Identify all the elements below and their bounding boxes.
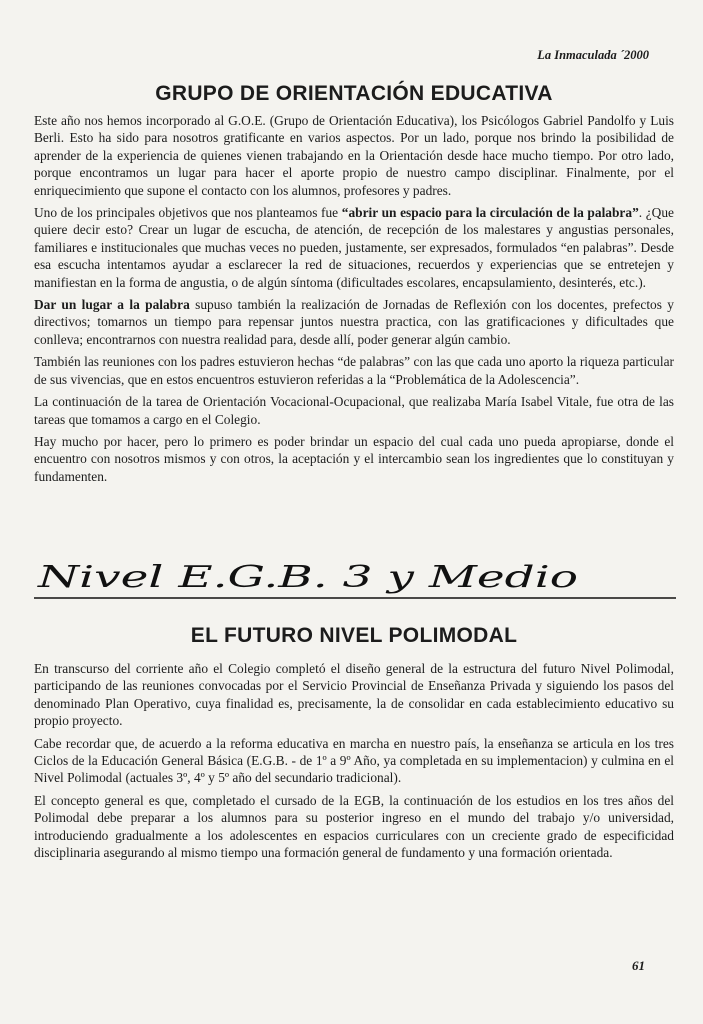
paragraph-text: . ¿Que quiere decir esto? Crear un lugar de escucha, de atención, de recepción de los malestares y angustias personales, familiares e institucionales que muchas veces no pueden, justamente, ser expresados, formulados “en palabras”. Desde esa escucha intentamos ayudar a esclarecer la red de situaciones, recuerdos y experiencias que se entretejen y manifiestan en la forma de angustia, o de algún síntoma (dificultades escolares, encapsulamiento, desinterés, etc.). (34, 205, 674, 290)
section-title-orientacion: GRUPO DE ORIENTACIÓN EDUCATIVA (155, 82, 553, 105)
paragraph: Cabe recordar que, de acuerdo a la reforma educativa en marcha en nuestro país, la enseñanza se articula en los tres Ciclos de la Educación General Básica (E.G.B. - de 1º a 9º Año, ya completada en su implementacion) y culmina en el Nivel Polimodal (actuales 3º, 4º y 5º año del secundario tradicional). (34, 735, 674, 786)
paragraph: La continuación de la tarea de Orientación Vocacional-Ocupacional, que realizaba María Isabel Vitale, fue otra de las tareas que tomamos a cargo en el Colegio. (34, 394, 674, 427)
section-body-orientacion (34, 112, 674, 490)
page-number: 61 (632, 958, 645, 973)
script-heading-banner (34, 560, 676, 604)
paragraph: Este año nos hemos incorporado al G.O.E. (Grupo de Orientación Educativa), los Psicólogos Gabriel Pandolfo y Luis Berli. Esto ha sido para nosotros gratificante en varios aspectos. Por un lado, porque nos brindo la posibilidad de aprender de la experiencia de quienes vienen trabajando en la Orientación desde hace mucho tiempo. Por otro lado, porque encontramos un lugar para hacer el aporte propio de nuestro campo disciplinar. Finalmente, por el enriquecimiento que supone el contacto con los alumnos, profesores y padres. (34, 113, 674, 198)
paragraph: En transcurso del corriente año el Colegio completó el diseño general de la estructura del futuro Nivel Polimodal, participando de las reuniones convocadas por el Servicio Provincial de Enseñanza Privada y siguiendo los pasos del denominado Plan Operativo, cuya finalidad es, precisamente, la de consolidar en cada establecimiento educativo su propio proyecto. (34, 661, 674, 729)
paragraph-text: supuso también la realización de Jornadas de Reflexión con los docentes, prefectos y directivos; tomarnos un tiempo para repensar juntos nuestra practica, con las gratificaciones y dificultades que conlleva; encontrarnos con nuestra realidad para, desde allí, poder generar algún cambio. (34, 297, 674, 347)
section-title-polimodal: EL FUTURO NIVEL POLIMODAL (190, 624, 518, 647)
paragraph: El concepto general es que, completado el cursado de la EGB, la continuación de los estudios en los tres años del Polimodal debe preparar a los alumnos para su posterior ingreso en el mundo del trabajo y/o universidad, introduciendo gradualmente a los adolescentes en espacios curriculares con un creciente grado de especificidad disciplinaria asegurando al mismo tiempo una formación general de fundamento y una formación orientada. (34, 792, 674, 861)
script-heading-graphic (34, 560, 676, 604)
paragraph: También las reuniones con los padres estuvieron hechas “de palabras” con las que cada uno aporto la riqueza particular de sus vivencias, que en estos encuentros estuvieron referidas a la “Problemática de la Adolescencia”. (34, 354, 674, 387)
paragraph-text: Uno de los principales objetivos que nos planteamos fue (34, 205, 342, 221)
script-heading-text: Nivel E.G.B. 3 y Medio (36, 560, 578, 595)
emphasis-text: “abrir un espacio para la circulación de la palabra” (341, 205, 639, 221)
paragraph (34, 296, 674, 348)
paragraph (34, 204, 674, 291)
section-body-polimodal (34, 660, 674, 866)
running-header: La Inmaculada ´2000 (537, 48, 649, 62)
paragraph: Hay mucho por hacer, pero lo primero es poder brindar un espacio del cual cada uno pueda apropiarse, donde el encuentro con nosotros mismos y con otros, la aceptación y el intercambio sean los ingredientes que lo constituyan y fundamenten. (34, 433, 674, 484)
emphasis-text: Dar un lugar a la palabra (34, 297, 190, 313)
